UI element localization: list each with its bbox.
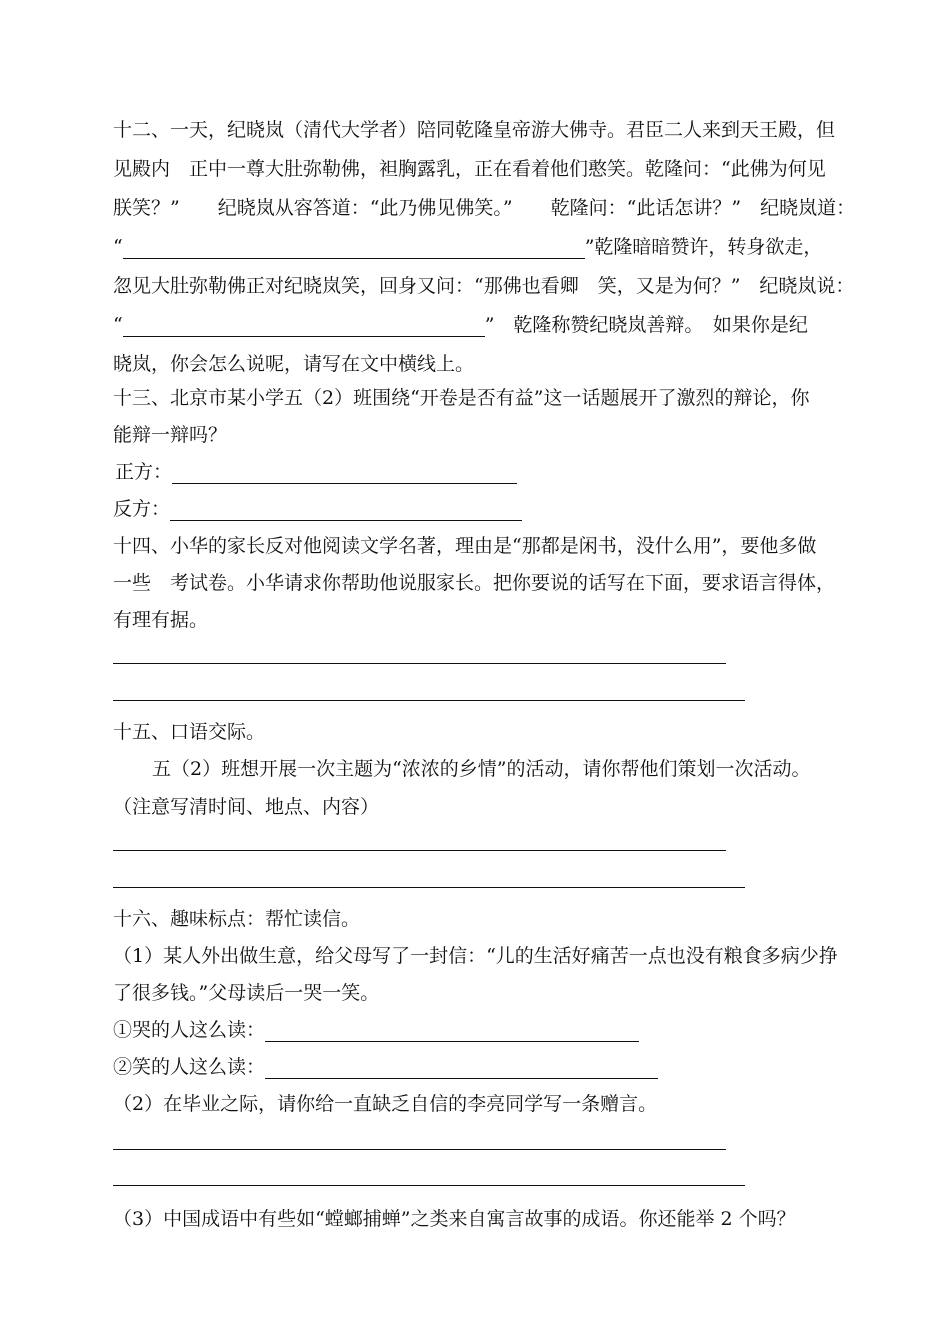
q12-line-4 (113, 235, 853, 259)
q15-title: 十五、口语交际。 (113, 721, 266, 743)
q14-line-1: 十四、小华的家长反对他阅读文学名著，理由是“那都是闲书，没什么用”，要他多做 (113, 535, 817, 557)
q16-sub2: （2）在毕业之际，请你给一直缺乏自信的李亮同学写一条赠言。 (113, 1093, 658, 1115)
q16-sub2-answer-line-1[interactable] (113, 1149, 726, 1150)
q13-con-answer-blank[interactable] (170, 501, 522, 521)
q12-quote-open-2: “ (113, 314, 123, 336)
q12-answer-blank-2[interactable] (123, 317, 485, 337)
q13-pro-row (115, 460, 855, 484)
q15-line-2: 五（2）班想开展一次主题为“浓浓的乡情”的活动，请你帮他们策划一次活动。 (152, 758, 811, 780)
q16-laugh-answer-blank[interactable] (265, 1059, 658, 1079)
q14-line-3: 有理有据。 (113, 609, 209, 631)
q12-quote-close-2: ” 乾隆称赞纪晓岚善辩。 如果你是纪 (484, 314, 808, 336)
q15-answer-line-2[interactable] (113, 887, 745, 888)
q15-line-3: （注意写清时间、地点、内容） (113, 796, 380, 818)
q12-quote-open-1: “ (113, 236, 123, 258)
q16-title: 十六、趣味标点：帮忙读信。 (113, 908, 361, 930)
q14-line-2: 一些 考试卷。小华请求你帮助他说服家长。把你要说的话写在下面，要求语言得体， (113, 572, 836, 594)
q16-sub3: （3）中国成语中有些如“螳螂捕蝉”之类来自寓言故事的成语。你还能举 2 个吗？ (113, 1208, 796, 1230)
q12-line-6 (113, 313, 853, 337)
q16-cry-label: ①哭的人这么读： (113, 1019, 266, 1041)
q14-answer-line-2[interactable] (113, 700, 745, 701)
q16-sub2-answer-line-2[interactable] (113, 1185, 745, 1186)
q13-con-label: 反方： (113, 498, 171, 520)
q12-line-1: 十二、一天，纪晓岚（清代大学者）陪同乾隆皇帝游大佛寺。君臣二人来到天王殿，但 (113, 119, 836, 141)
q16-cry-answer-blank[interactable] (265, 1022, 639, 1042)
q12-line-2: 见殿内 正中一尊大肚弥勒佛，袒胸露乳，正在看着他们憨笑。乾隆问：“此佛为何见 (113, 158, 826, 180)
q13-con-row (113, 497, 853, 521)
q12-answer-blank-1[interactable] (123, 239, 585, 259)
q13-pro-label: 正方： (115, 461, 173, 483)
q12-line-5: 忽见大肚弥勒佛正对纪晓岚笑，回身又问：“那佛也看卿 笑，又是为何？” 纪晓岚说： (113, 275, 855, 297)
q15-answer-line-1[interactable] (113, 850, 726, 851)
q12-quote-close-1: ”乾隆暗暗赞许，转身欲走， (584, 236, 823, 258)
q16-laugh-label: ②笑的人这么读： (113, 1056, 266, 1078)
q12-line-3: 朕笑？” 纪晓岚从容答道：“此乃佛见佛笑。” 乾隆问：“此话怎讲？” 纪晓岚道： (113, 197, 856, 219)
q16-laugh-row (113, 1055, 853, 1079)
q16-sub1-line-1: （1）某人外出做生意，给父母写了一封信：“儿的生活好痛苦一点也没有粮食多病少挣 (113, 945, 838, 967)
q16-sub1-line-2: 了很多钱。”父母读后一哭一笑。 (113, 982, 380, 1004)
q13-line-1: 十三、北京市某小学五（2）班围绕“开卷是否有益”这一话题展开了激烈的辩论，你 (113, 387, 810, 409)
q13-pro-answer-blank[interactable] (172, 464, 517, 484)
q12-line-7: 晓岚，你会怎么说呢，请写在文中横线上。 (113, 353, 475, 375)
q13-line-2: 能辩一辩吗？ (113, 424, 228, 446)
q14-answer-line-1[interactable] (113, 663, 726, 664)
q16-cry-row (113, 1018, 853, 1042)
